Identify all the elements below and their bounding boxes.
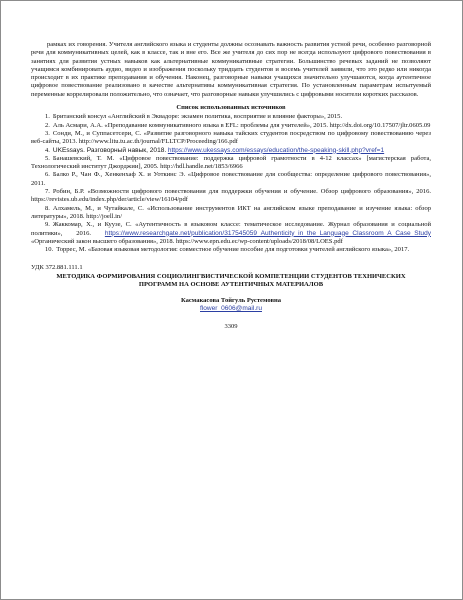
intro-paragraph: рамках их говорения. Учителя английского языка и студенты должны осознавать важность развития устной речи, особенно разговорной речи для коммуникативных целей, как в классе, так и вне его. Все же учителя до сих пор не всегда используют цифрового повествования в занятиях для развития устных навыков как альтернативные коммуникативные стратегии. Большинство речевых заданий не позволяют учащимся комбинировать аудио, видео и изображения поскольку тридцать студентов и восемь учителей заявили, что это редко или никогда происходит в их практике преподавания и обучения. Наконец, разговорные навыки учащихся значительно улучшаются, когда аутентичное цифровое повествование реализовано в качестве альтернативы коммуникативная стратегия. По установленным параметрам испытуемый переменные коррелировали положительно, что означает, что разговорные навыки улучшились с цифровыми носители коротких рассказов. <box>31 41 431 98</box>
reference-number: 9. <box>45 221 50 229</box>
author-email <box>31 305 431 313</box>
reference-number: 5. <box>45 154 50 162</box>
reference-link[interactable]: https://www.ukessays.com/essays/education/the-speaking-skill.php?vref=1 <box>167 146 385 154</box>
reference-text: Балко Р., Чан Ф., Хенкенхаф Х. и Уоткинс Э. «Цифровое повествование для сообщества: определение цифрового повествования», 2011. <box>31 171 431 187</box>
references-title: Список использованных источников <box>176 104 286 112</box>
reference-text: Алхамель, М., и Чутайкале, С. «Использование инструментов ИКТ на английском языке преподавание и изучение языка: обзор литературы», 2018. http://joell.in/ <box>31 204 431 220</box>
reference-item <box>31 221 431 246</box>
reference-number: 3. <box>45 129 50 137</box>
email-link[interactable]: flower_0606@mail.ru <box>200 305 262 313</box>
reference-text: Аль Асмари, А.А. «Преподавание коммуникативного языка в EFL: проблемы для учителей», 2015. http://dx.doi.org/10.17507/jltr.0605.09 <box>52 121 431 129</box>
reference-number: 7. <box>45 188 50 196</box>
page-number: 3309 <box>224 322 238 330</box>
reference-item <box>31 130 431 147</box>
reference-number: 4. <box>45 146 50 154</box>
reference-number: 1. <box>45 113 50 121</box>
reference-text: Британский консул «Английский в Эквадоре: экзамен политика, восприятие и влияние факторы», 2015. <box>52 113 343 121</box>
reference-text: Робин, Б.Р. «Возможности цифрового повествования для поддержки обучения и обучение. Обзор цифрового образования», 2016. https://revistes.ub.edu/index.php/der/article/view/16104/pdf <box>31 188 431 204</box>
reference-number: 10. <box>45 246 54 254</box>
udc-code: УДК 372.881.111.1 <box>31 264 83 272</box>
reference-item <box>31 155 431 172</box>
reference-text: Банашевский, Т. М. «Цифровое повествование: поддержка цифровой грамотности в 4-12 классах» [магистерская работа, Технологический институт Джорджии], 2005. http://hdl.handle.net/1853/6966 <box>31 154 431 171</box>
reference-item <box>31 246 431 254</box>
reference-item <box>31 147 431 155</box>
reference-text: Торрес, М. «Базовая языковая методология: совместное обучение пособие для подготовки учителей английского языка», 2017. <box>56 246 410 254</box>
reference-text: UKEssays. Разговорный навык, 2018. <box>52 146 167 154</box>
reference-item <box>31 122 431 130</box>
page-content <box>31 41 431 331</box>
author-name: Касмакасова Тойгуль Рустемовна <box>180 296 282 304</box>
reference-number: 8. <box>45 204 50 212</box>
reference-text-after: «Органический закон высшего образования», 2018. https://www.epn.edu.ec/wp-content/uploads/2018/08/LOES.pdf <box>31 237 343 245</box>
reference-item <box>31 188 431 205</box>
reference-link[interactable]: https://www.researchgate.net/publication/317545059_Authenticity_in_the_Language_Classroom_A_Case_Study <box>104 229 431 237</box>
reference-item <box>31 113 431 121</box>
reference-item <box>31 171 431 188</box>
reference-number: 6. <box>45 171 50 179</box>
references-list <box>31 113 431 254</box>
article-title: МЕТОДИКА ФОРМИРОВАНИЯ СОЦИОЛИНГВИСТИЧЕСКОЙ КОМПЕТЕНЦИИ СТУДЕНТОВ ТЕХНИЧЕСКИХ ПРОГРАММ НА ОСНОВЕ АУТЕНТИЧНЫХ МАТЕРИАЛОВ <box>56 272 406 289</box>
reference-item <box>31 205 431 222</box>
reference-text: Сонди, М., и Суппасетсери, С. «Развитие разговорного навыка тайских студентов посредством по цифровому повествованию через веб-сайты, 2013. http://www.litu.tu.ac.th/journal/FLLTCP/Proceeding/166.pdf <box>31 129 431 146</box>
reference-number: 2. <box>45 121 50 129</box>
reference-text: Жаккомар, Х., и Куузе, С. «Аутентичность в языковом классе: тематическое исследование. Журнал образования и социальной политики», 2016. <box>31 221 431 237</box>
